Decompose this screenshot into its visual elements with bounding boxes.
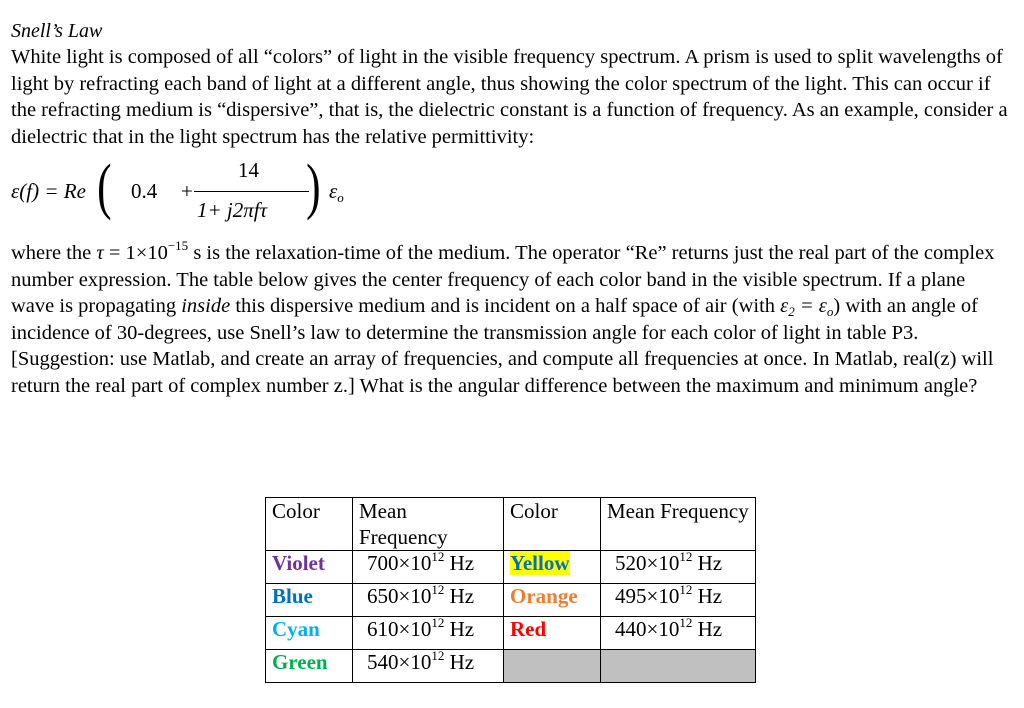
freq-blue: $650\times 10^{12}$ Hz — [353, 584, 504, 617]
document-page — [11, 18, 1011, 399]
formula-factor-sub: o — [337, 190, 344, 205]
formula-constant: 0.4 — [131, 179, 158, 203]
header-color-2: Color — [504, 498, 601, 551]
freq-violet: $700\times 10^{12}$ Hz — [353, 551, 504, 584]
color-red: Red — [504, 617, 601, 650]
eps0-equality: = $\varepsilon_o$ — [794, 295, 834, 319]
color-orange: Orange — [504, 584, 601, 617]
relax-post2: this dispersive medium and is incident on a half space of air (with — [230, 295, 781, 317]
table-row — [266, 584, 756, 617]
formula-plus: + — [181, 179, 193, 203]
empty-cell — [504, 650, 601, 683]
problem-paragraph — [11, 240, 1011, 399]
table-row — [266, 617, 756, 650]
relax-eq: = 1×10 — [103, 242, 168, 264]
formula-lhs: ε(f) = Re — [11, 179, 86, 203]
intro-paragraph: White light is composed of all “colors” of light in the visible frequency spectrum. A prism is used to split wavelengths of light by refracting each band of light at a different angle, thus showing the color spectrum of the light. This can occur if the refracting medium is “dispersive”, that is, the dielectric constant is a function of frequency. As an example, consider a dielectric that in the light spectrum has the relative permittivity: — [11, 46, 1008, 148]
yellow-cell — [504, 551, 601, 584]
header-color-1: Color — [266, 498, 353, 551]
permittivity-formula — [11, 154, 1011, 240]
inside-emphasis: inside — [181, 295, 231, 317]
table-header-row — [266, 498, 756, 551]
table-row — [266, 650, 756, 683]
freq-red: $440\times 10^{12}$ Hz — [601, 617, 756, 650]
relax-post3: ) with an angle of incidence of 30-degrees, use Snell’s law to determine the transmission angle for each color of light in table P3. [Suggestion: use Matlab, and create an array of frequencies, and compute all frequencies at once. In Matlab, real(z) will return the real part of complex number z.] What is the angular difference between the maximum and minimum angle? — [11, 295, 994, 397]
empty-cell — [601, 650, 756, 683]
header-frequency-1: Mean Frequency — [353, 498, 504, 551]
relax-exp: −15 — [167, 238, 189, 253]
formula-factor — [329, 179, 344, 204]
color-blue: Blue — [266, 584, 353, 617]
header-frequency-2: Mean Frequency — [601, 498, 756, 551]
freq-yellow: $520\times 10^{12}$ Hz — [601, 551, 756, 584]
color-yellow: Yellow — [510, 551, 570, 575]
table-row — [266, 551, 756, 584]
formula-factor-symbol: ε — [329, 179, 338, 203]
color-frequency-table — [265, 497, 756, 683]
formula-fraction-line — [194, 191, 309, 192]
freq-orange: $495\times 10^{12}$ Hz — [601, 584, 756, 617]
relax-post: s is the relaxation-time of the medium. The operator “Re” returns just the real part of the complex number expression. The table below gives the center frequency of each color band in the visible spectrum. If a plane wave is propagating — [11, 242, 995, 317]
freq-green: $540\times 10^{12}$ Hz — [353, 650, 504, 683]
formula-left-paren: ( — [97, 153, 112, 221]
freq-cyan: $610\times 10^{12}$ Hz — [353, 617, 504, 650]
formula-denominator: 1+ j2πfτ — [197, 198, 268, 222]
tau-symbol: τ — [96, 242, 104, 264]
color-violet: Violet — [266, 551, 353, 584]
eps2-symbol: $\varepsilon_2$ — [780, 295, 795, 319]
formula-right-paren: ) — [306, 153, 321, 221]
color-green: Green — [266, 650, 353, 683]
relax-pre: where the — [11, 242, 97, 264]
section-title: Snell’s Law — [11, 20, 103, 42]
color-cyan: Cyan — [266, 617, 353, 650]
formula-numerator: 14 — [238, 158, 259, 182]
